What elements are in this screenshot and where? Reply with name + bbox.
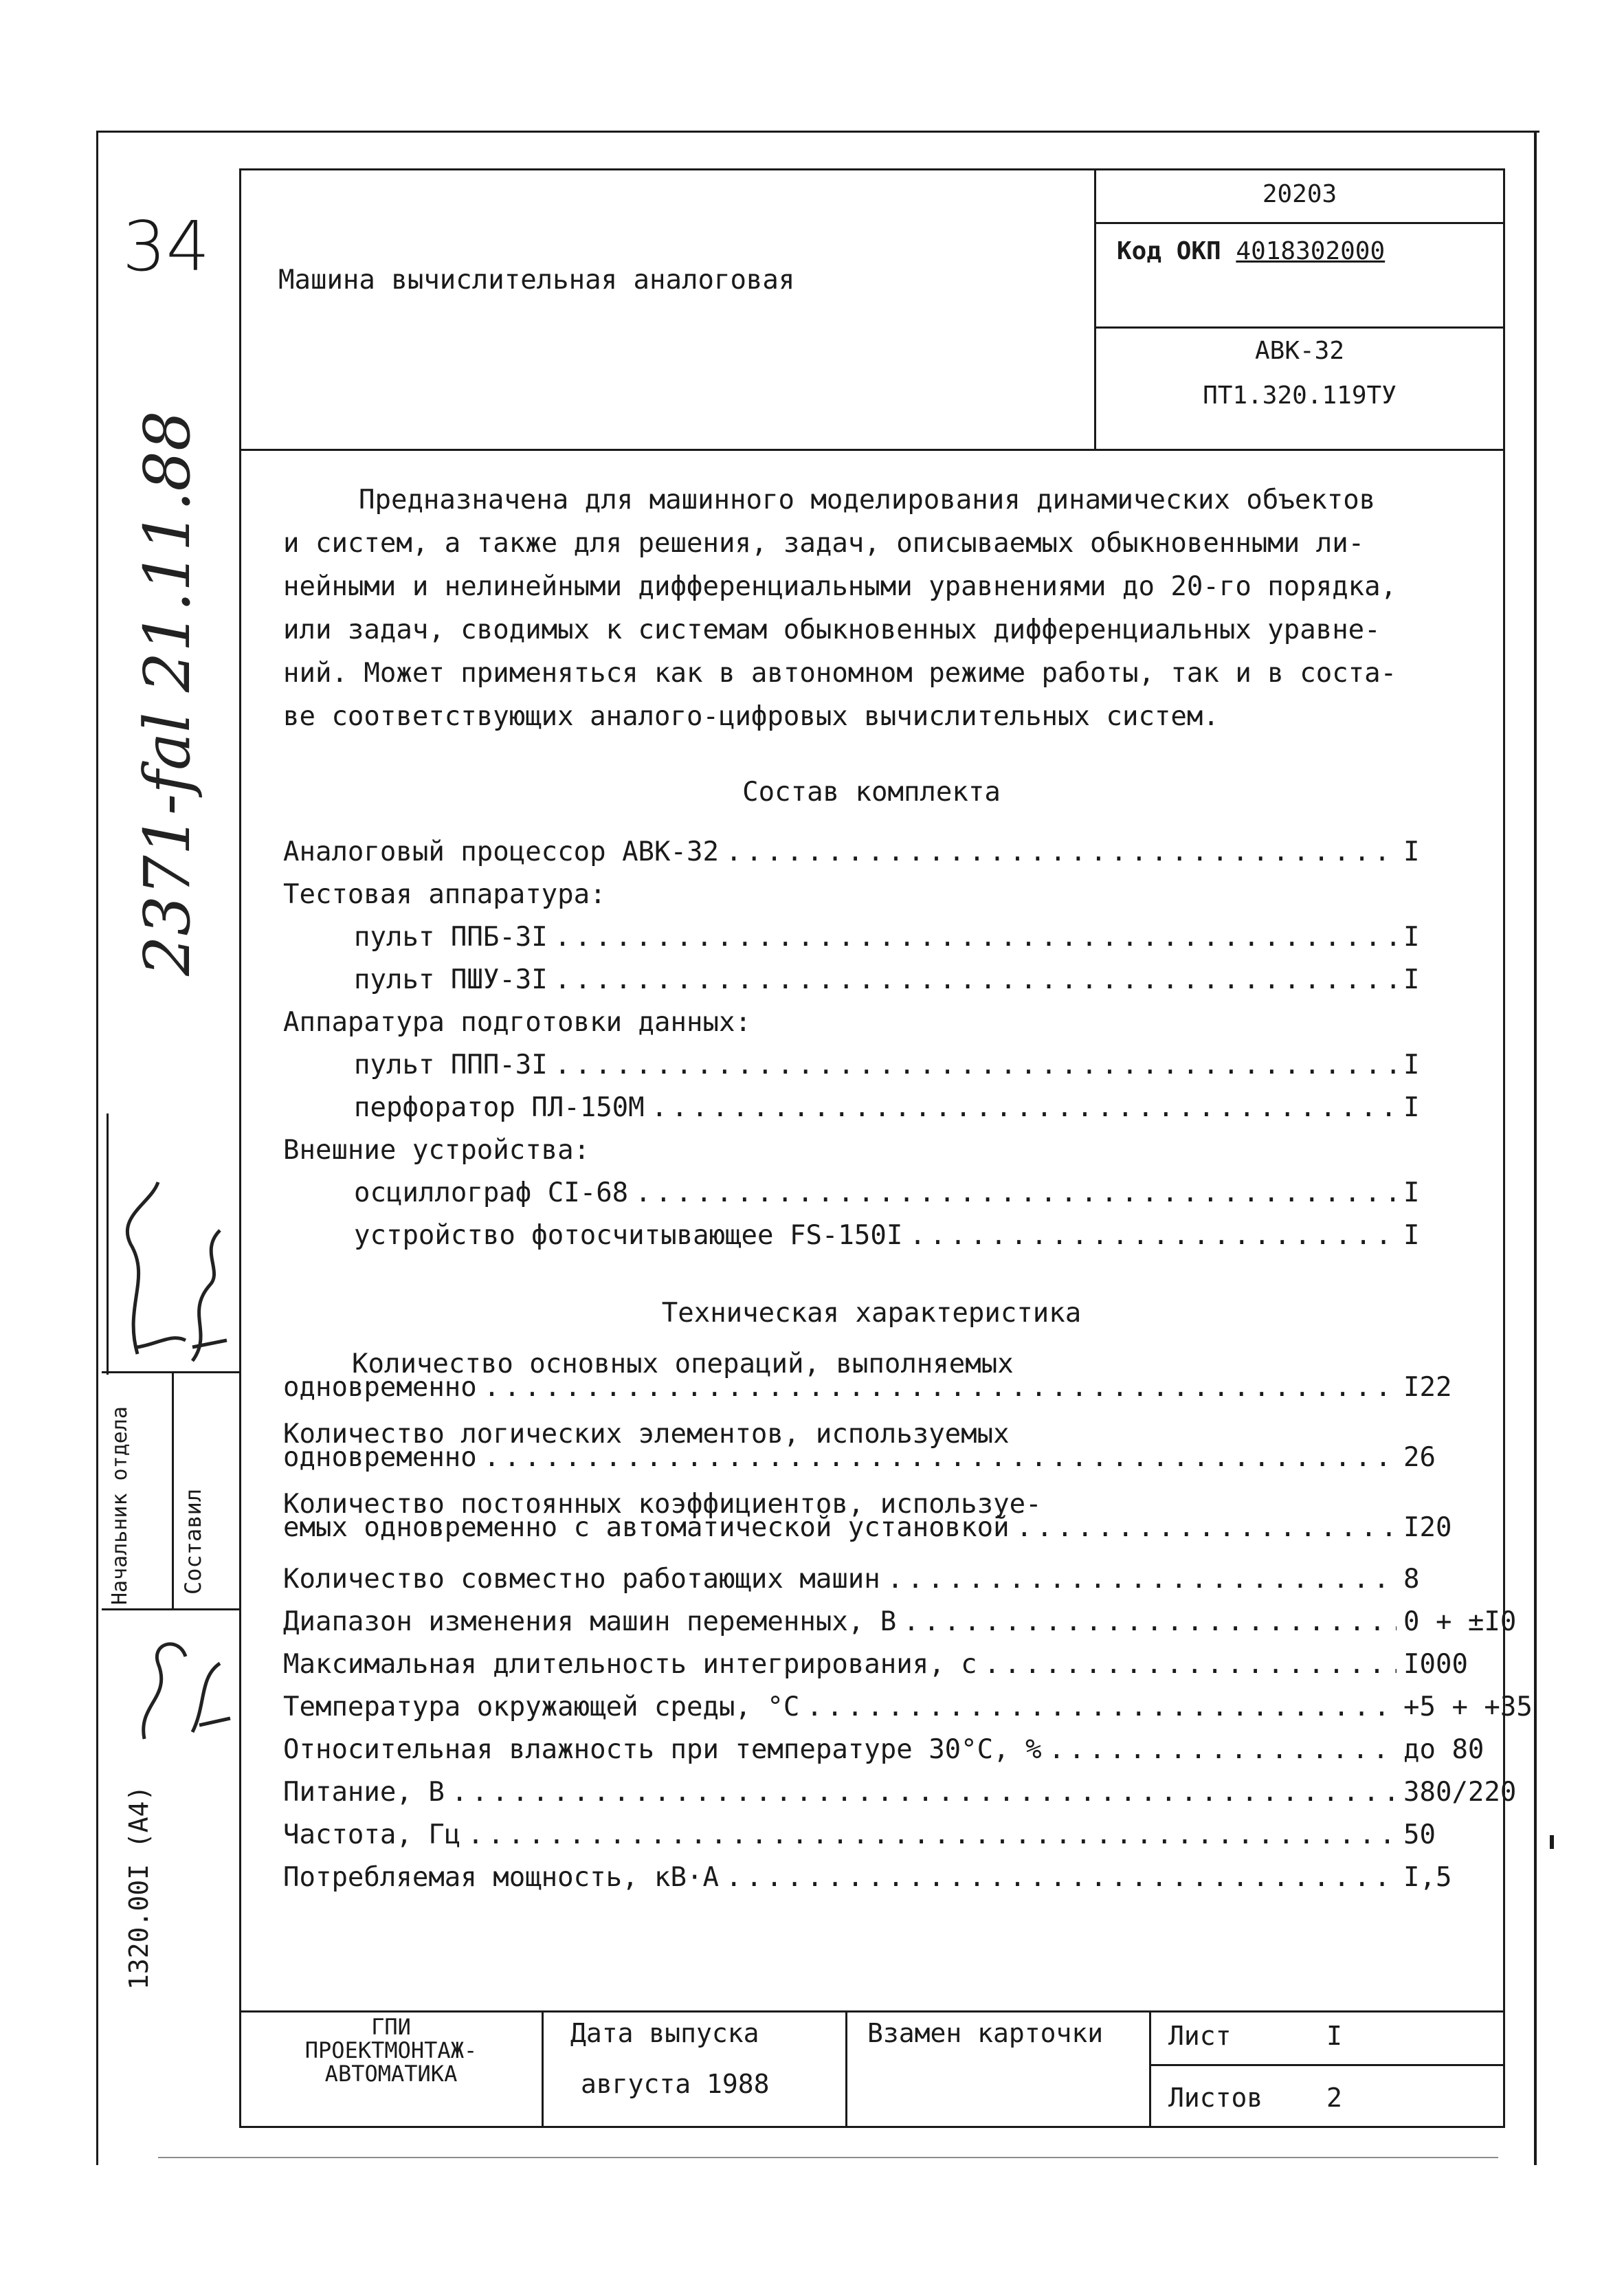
right-margin-mark — [1550, 1835, 1554, 1849]
kit-group-label: Внешние устройства: — [283, 1135, 590, 1166]
signature-approver — [110, 1622, 241, 1753]
kit-heading: Состав комплекта — [742, 777, 1001, 808]
frame-right — [1534, 131, 1537, 2165]
tech-item: Количество совместно работающих машин ..... 8 — [283, 1559, 1520, 1600]
sheets-label: Листов — [1168, 2083, 1263, 2113]
tech-item: Частота, Гц ..... 50 — [283, 1815, 1520, 1856]
tech-item: Диапазон изменения машин переменных, В ..... 0 + ±I0 — [283, 1601, 1520, 1643]
tech-item: Количество логических элементов, используемых одновременно ..... 26 — [283, 1423, 1520, 1470]
tech-item: Температура окружающей среды, °С ..... +5 + +35 — [283, 1687, 1520, 1728]
stamp-author-label: Составил — [180, 1488, 206, 1595]
card-number: 20203 — [1262, 180, 1337, 208]
description: Предназначена для машинного моделирования динамических объектов и систем, а также для решения, задач, описываемых обыкновенными ли- нейными и нелинейными дифференциальными уравнениями до 20-го порядка, или задач, сводимых к системам обыкновенных дифференциальных уравне- ний. Может применяться как в автономном режиме работы, так и в соста- ве соответствующих аналого-цифровых вычислительных систем. — [283, 485, 1397, 732]
header-h1 — [1094, 222, 1505, 224]
kit-item: пульт ПШУ-3I ..... I — [354, 960, 1520, 1001]
footer-div2 — [845, 2010, 847, 2127]
doc-code: 1320.00I (A4) — [124, 1785, 154, 1990]
handwritten-note: 2371-fal 21.11.88 — [131, 410, 204, 976]
release-date: августа 1988 — [581, 2069, 770, 2099]
kit-item: перфоратор ПЛ-150М ..... I — [354, 1087, 1520, 1129]
product-title: Машина вычислительная аналоговая — [278, 265, 795, 296]
stamp-head-label: Начальник отдела — [108, 1406, 132, 1605]
page-number: 34 — [122, 206, 210, 287]
sheets-value: 2 — [1326, 2083, 1342, 2113]
tech-item: Относительная влажность при температуре 30°С, % ..... до 80 — [283, 1729, 1520, 1771]
kit-item: пульт ППП-3I ..... I — [354, 1045, 1520, 1086]
okp-label: Код ОКП — [1117, 237, 1221, 265]
header-bottom-line — [239, 449, 1505, 451]
okp-code: 4018302000 — [1236, 237, 1386, 265]
footer-sheet-line — [1149, 2064, 1505, 2066]
header-h2 — [1094, 326, 1505, 329]
kit-item: пульт ППБ-3I ..... I — [354, 917, 1520, 958]
signature-author — [172, 1210, 241, 1375]
release-label: Дата выпуска — [570, 2018, 759, 2048]
replace-label: Взамен карточки — [867, 2018, 1104, 2048]
sheet-value: I — [1326, 2021, 1342, 2051]
tech-item: Количество основных операций, выполняемых одновременно ..... I22 — [283, 1353, 1520, 1399]
footer-div1 — [542, 2010, 544, 2127]
sheet-label: Лист — [1168, 2021, 1232, 2051]
tech-item: Потребляемая мощность, кВ·А ..... I,5 — [283, 1857, 1520, 1898]
frame-top — [96, 131, 1539, 133]
frame-bottom — [158, 2157, 1498, 2158]
footer-div3 — [1149, 2010, 1151, 2127]
tech-heading: Техническая характеристика — [661, 1298, 1082, 1329]
product-spec: ПТ1.320.119ТУ — [1203, 381, 1397, 410]
kit-item: осциллограф СI-68 ..... I — [354, 1173, 1520, 1214]
stamp-bottom — [102, 1608, 239, 1610]
tech-item: Максимальная длительность интегрирования, с ..... I000 — [283, 1644, 1520, 1685]
card-bottom-border — [239, 2126, 1505, 2128]
stamp-left — [107, 1113, 109, 1375]
product-model: АВК-32 — [1254, 337, 1345, 365]
kit-group-label: Аппаратура подготовки данных: — [283, 1007, 751, 1038]
frame-left — [96, 131, 98, 2165]
kit-group-label: Тестовая аппаратура: — [283, 879, 606, 910]
card-left-border — [239, 168, 241, 2127]
okp-code-line — [1117, 237, 1502, 265]
card-top-border — [239, 168, 1504, 170]
kit-item: устройство фотосчитывающее FS-150I ..... I — [354, 1215, 1520, 1256]
kit-item: Аналоговый процессор АВК-32 ..... I — [283, 832, 1520, 873]
org-name: ГПИ ПРОЕКТМОНТАЖ- АВТОМАТИКА — [304, 2014, 478, 2087]
tech-item: Количество постоянных коэффициентов, используе- емых одновременно с автоматической установкой ..... I20 — [283, 1493, 1520, 1540]
tech-item: Питание, В ..... 380/220 — [283, 1772, 1520, 1813]
footer-top-line — [239, 2010, 1505, 2013]
stamp-divider — [172, 1371, 174, 1608]
